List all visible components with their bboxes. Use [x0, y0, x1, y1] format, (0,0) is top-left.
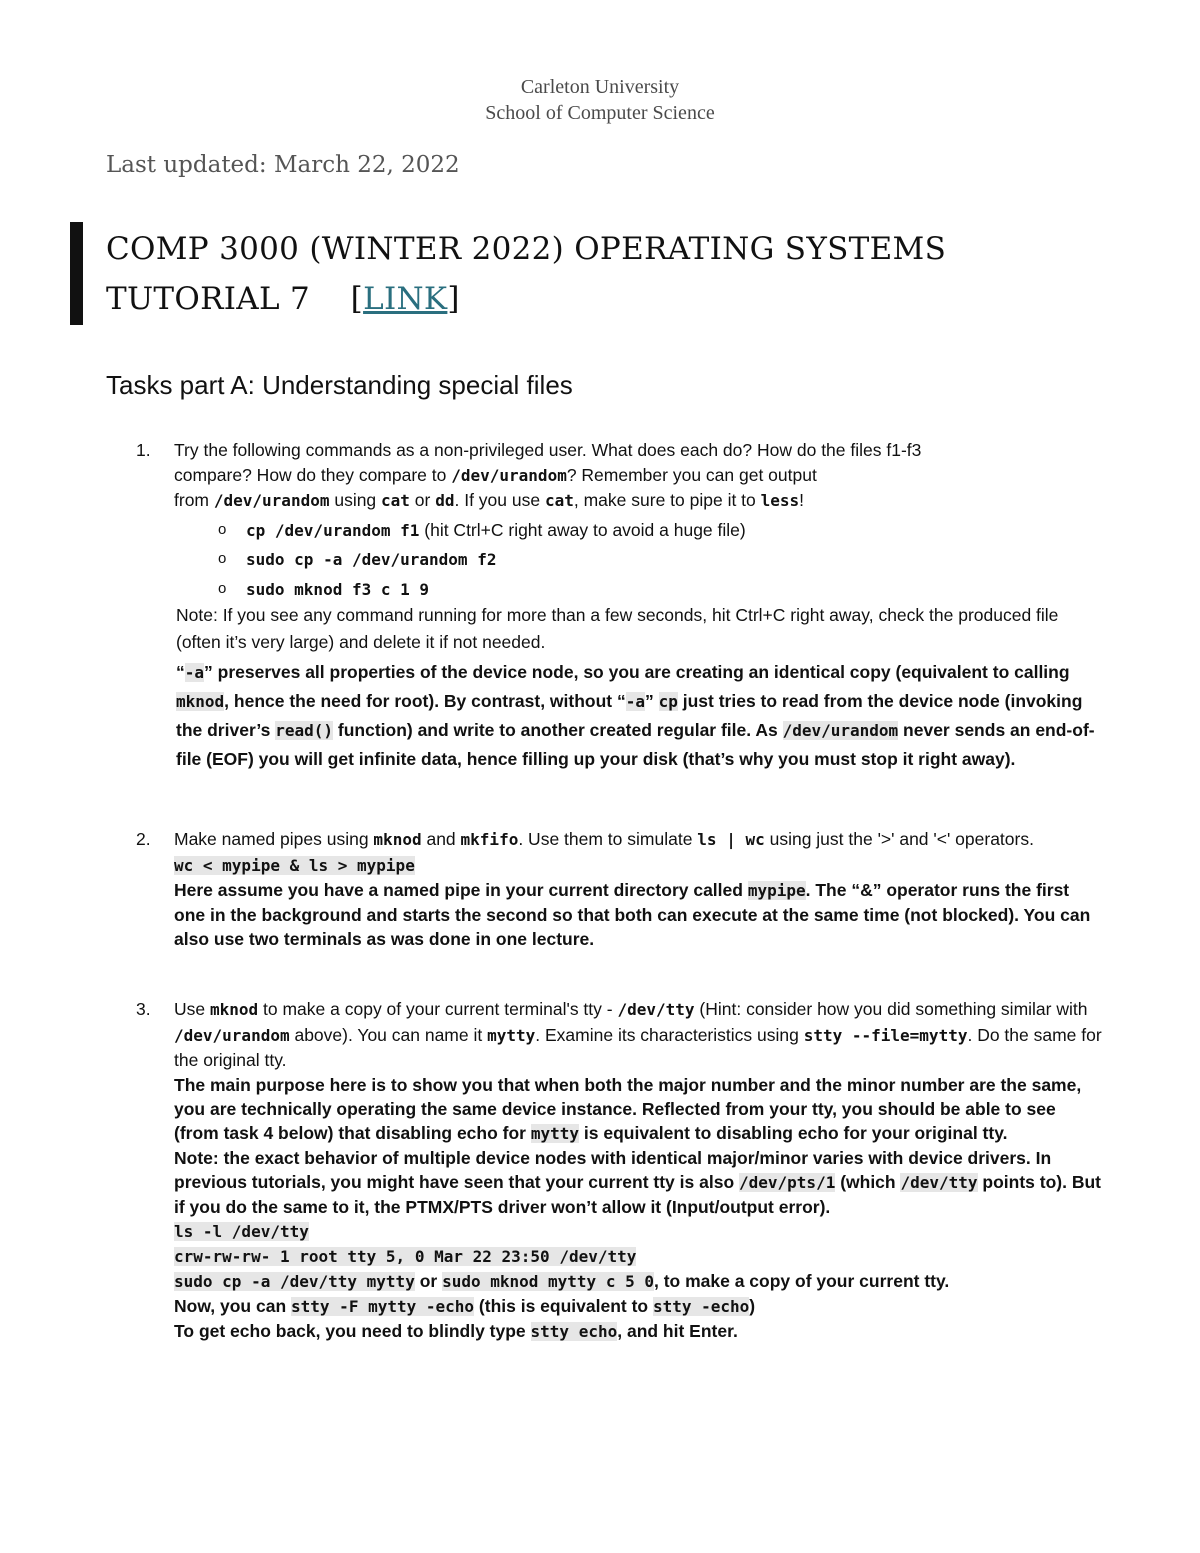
task-number: 3.: [136, 999, 151, 1019]
task-text: Use mknod to make a copy of your current terminal's tty - /dev/tty (Hint: consider how you did something similar with /dev/urandom above). You can name it mytty. Examine its characteristics using stty --file=mytty. Do the same for the original tty.: [174, 999, 1102, 1070]
task-1: [106, 438, 1106, 774]
task-2: [106, 827, 1106, 951]
page-title: [106, 224, 946, 324]
last-updated: Last updated: March 22, 2022: [106, 152, 460, 178]
tutorial-link[interactable]: LINK: [363, 281, 448, 317]
code-line: crw-rw-rw- 1 root tty 5, 0 Mar 22 23:50 /dev/tty: [174, 1246, 637, 1266]
task-note: Note: If you see any command running for more than a few seconds, hit Ctrl+C right away, check the produced file (often it’s very large) and delete it if not needed.: [176, 605, 1059, 652]
list-item: o sudo mknod f3 c 1 9: [218, 579, 430, 599]
title-accent-bar: [70, 222, 83, 325]
task-answer: wc < mypipe & ls > mypipe Here assume you have a named pipe in your current directory called mypipe. The “&” operator runs the first one in the background and starts the second so that both can execute at the same time (not blocked). You can also use two terminals as was done in one lecture.: [174, 855, 1091, 949]
task-text: Make named pipes using mknod and mkfifo. Use them to simulate ls | wc using just the '>' and '<' operators.: [174, 829, 1034, 849]
university-name: Carleton University: [520, 76, 680, 98]
title-line-2: TUTORIAL 7 [LINK]: [106, 281, 460, 317]
task-number: 2.: [136, 829, 151, 849]
task-3: [106, 997, 1106, 1344]
list-item: o sudo cp -a /dev/urandom f2: [218, 550, 497, 569]
task-answer: The main purpose here is to show you that when both the major number and the minor number are the same, you are technically operating the same device instance. Reflected from your tty, you should be able to see (from task 4 below) that disabling echo for mytty is equivalent to disabling echo for your original tty. Note: the exact behavior of multiple device nodes with identical major/minor varies with device drivers. In previous tutorials, you might have seen that your current tty is also /dev/pts/1 (which /dev/tty points to). But if you do the same to it, the PTMX/PTS driver won’t allow it (Input/output error). ls -l /dev/tty crw-rw-rw- 1 root tty 5, 0 Mar 22 23:50 /dev/tty sudo cp -a /dev/tty mytty or sudo mknod mytty c 5 0, to make a copy of your current tty. Now, you can stty -F mytty -echo (this is equivalent to stty -echo) To get echo back, you need to blindly type stty echo, and hit Enter.: [174, 1074, 1101, 1341]
task-number: 1.: [136, 440, 151, 460]
section-heading: Tasks part A: Understanding special files: [106, 370, 573, 400]
title-line-1: COMP 3000 (WINTER 2022) OPERATING SYSTEMS: [106, 231, 947, 267]
school-name: School of Computer Science: [485, 102, 715, 124]
task-answer: “-a” preserves all properties of the device node, so you are creating an identical copy (equivalent to calling mknod, hence the need for root). By contrast, without “-a” cp just tries to read from the device node (invoking the driver’s read() function) and write to another created regular file. As /dev/urandom never sends an end-of-file (EOF) you will get infinite data, hence filling up your disk (that’s why you must stop it right away).: [176, 662, 1095, 769]
task-text: Try the following commands as a non-privileged user. What does each do? How do the files f1-f3 compare? How do they compare to /dev/urandom? Remember you can get output from /dev/urandom using cat or dd. If you use cat, make sure to pipe it to less!: [174, 440, 922, 510]
list-item: o cp /dev/urandom f1 (hit Ctrl+C right away to avoid a huge file): [218, 519, 746, 540]
institution-header: [0, 74, 1200, 126]
code-line: ls -l /dev/tty: [174, 1221, 309, 1241]
